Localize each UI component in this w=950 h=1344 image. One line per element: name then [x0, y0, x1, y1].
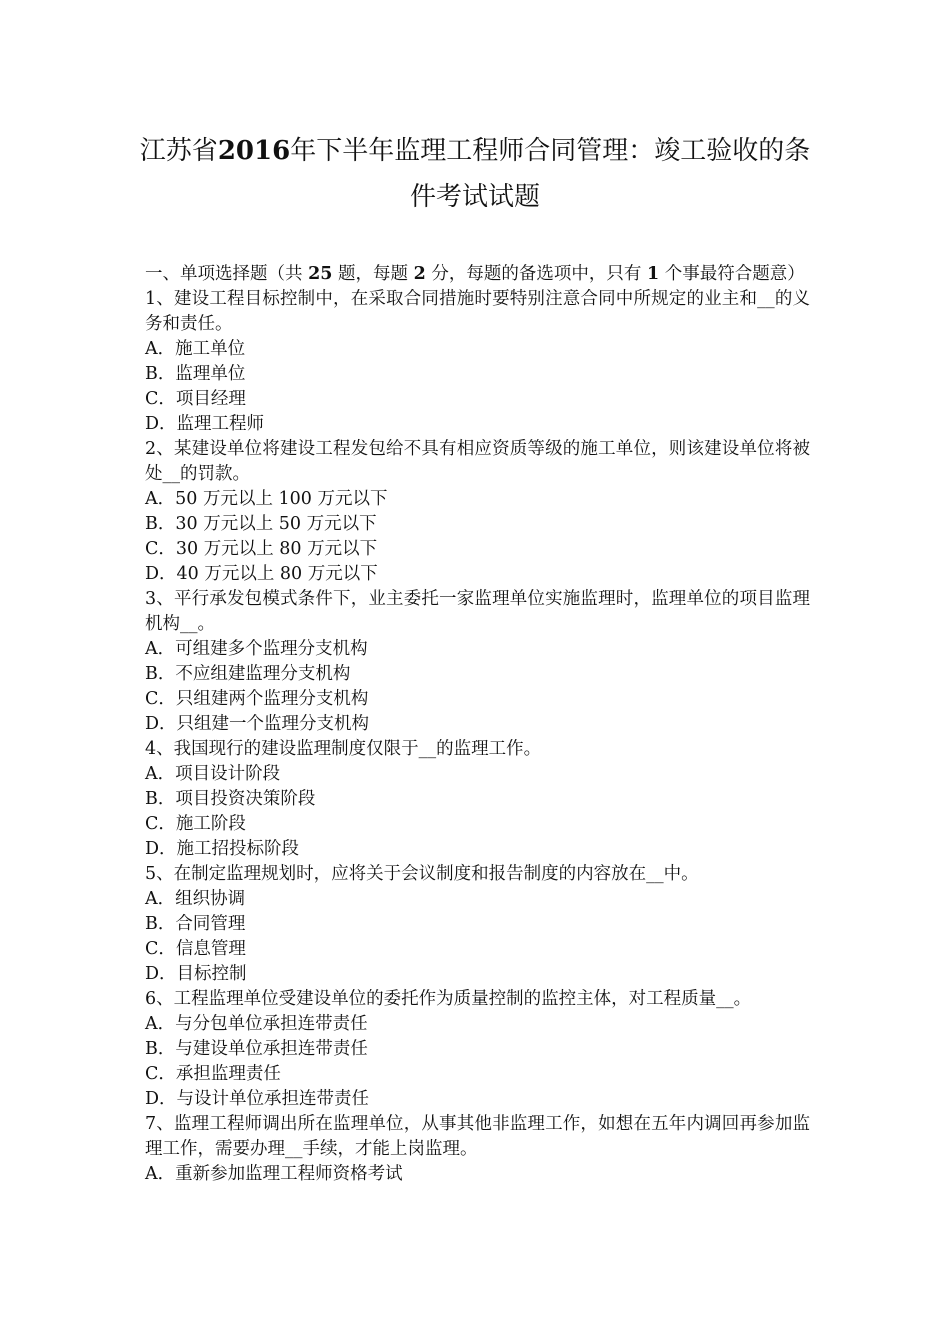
option-d: D．40 万元以上 80 万元以下 — [145, 564, 378, 584]
document-title — [130, 128, 820, 220]
option-c: C．30 万元以上 80 万元以下 — [145, 539, 378, 559]
question-stem: 3、平行承发包模式条件下，业主委托一家监理单位实施监理时，监理单位的项目监理机构__。 — [145, 589, 810, 634]
option-a: A．施工单位 — [145, 339, 246, 359]
question-stem: 1、建设工程目标控制中，在采取合同措施时要特别注意合同中所规定的业主和__的义务和责任。 — [145, 289, 810, 334]
option-c: C．只组建两个监理分支机构 — [145, 689, 369, 709]
option-a: A．50 万元以上 100 万元以下 — [145, 489, 388, 509]
section-heading: 一、单项选择题（共 25 题，每题 2 分，每题的备选项中，只有 1 个事最符合题意） — [145, 264, 805, 284]
option-d: D．监理工程师 — [145, 414, 265, 434]
option-a: A．重新参加监理工程师资格考试 — [145, 1164, 403, 1184]
option-b: B．项目投资决策阶段 — [145, 789, 316, 809]
question-stem: 7、监理工程师调出所在监理单位，从事其他非监理工作，如想在五年内调回再参加监理工作，需要办理__手续，才能上岗监理。 — [145, 1114, 810, 1159]
option-a: A．项目设计阶段 — [145, 764, 281, 784]
question-2 — [145, 437, 810, 587]
best-answer-count: 1 — [646, 264, 660, 284]
option-b: B．与建设单位承担连带责任 — [145, 1039, 368, 1059]
option-d: D．只组建一个监理分支机构 — [145, 714, 370, 734]
question-stem: 6、工程监理单位受建设单位的委托作为质量控制的监控主体，对工程质量__。 — [145, 989, 752, 1009]
title-part2: 年下半年监理工程师合同管理：竣工验收的条件考试试题 — [290, 136, 811, 212]
question-5 — [145, 862, 810, 987]
option-a: A．组织协调 — [145, 889, 246, 909]
question-stem: 5、在制定监理规划时，应将关于会议制度和报告制度的内容放在__中。 — [145, 864, 699, 884]
option-c: C．施工阶段 — [145, 814, 246, 834]
question-score: 2 — [413, 264, 426, 284]
option-c: C．信息管理 — [145, 939, 246, 959]
option-d: D．目标控制 — [145, 964, 247, 984]
title-year: 2016 — [217, 136, 291, 166]
option-d: D．施工招投标阶段 — [145, 839, 300, 859]
option-a: A．可组建多个监理分支机构 — [145, 639, 368, 659]
option-d: D．与设计单位承担连带责任 — [145, 1089, 370, 1109]
option-b: B．监理单位 — [145, 364, 246, 384]
option-c: C．项目经理 — [145, 389, 246, 409]
title-part1: 江苏省 — [139, 136, 218, 166]
option-c: C．承担监理责任 — [145, 1064, 281, 1084]
question-1 — [145, 287, 810, 437]
option-b: B．合同管理 — [145, 914, 246, 934]
question-4 — [145, 737, 810, 862]
question-6 — [145, 987, 810, 1112]
option-b: B．不应组建监理分支机构 — [145, 664, 351, 684]
option-a: A．与分包单位承担连带责任 — [145, 1014, 368, 1034]
question-7 — [145, 1112, 810, 1187]
question-count: 25 — [308, 264, 333, 284]
document-body — [145, 262, 810, 1187]
question-stem: 4、我国现行的建设监理制度仅限于__的监理工作。 — [145, 739, 542, 759]
question-stem: 2、某建设单位将建设工程发包给不具有相应资质等级的施工单位，则该建设单位将被处__的罚款。 — [145, 439, 810, 484]
question-3 — [145, 587, 810, 737]
option-b: B．30 万元以上 50 万元以下 — [145, 514, 377, 534]
